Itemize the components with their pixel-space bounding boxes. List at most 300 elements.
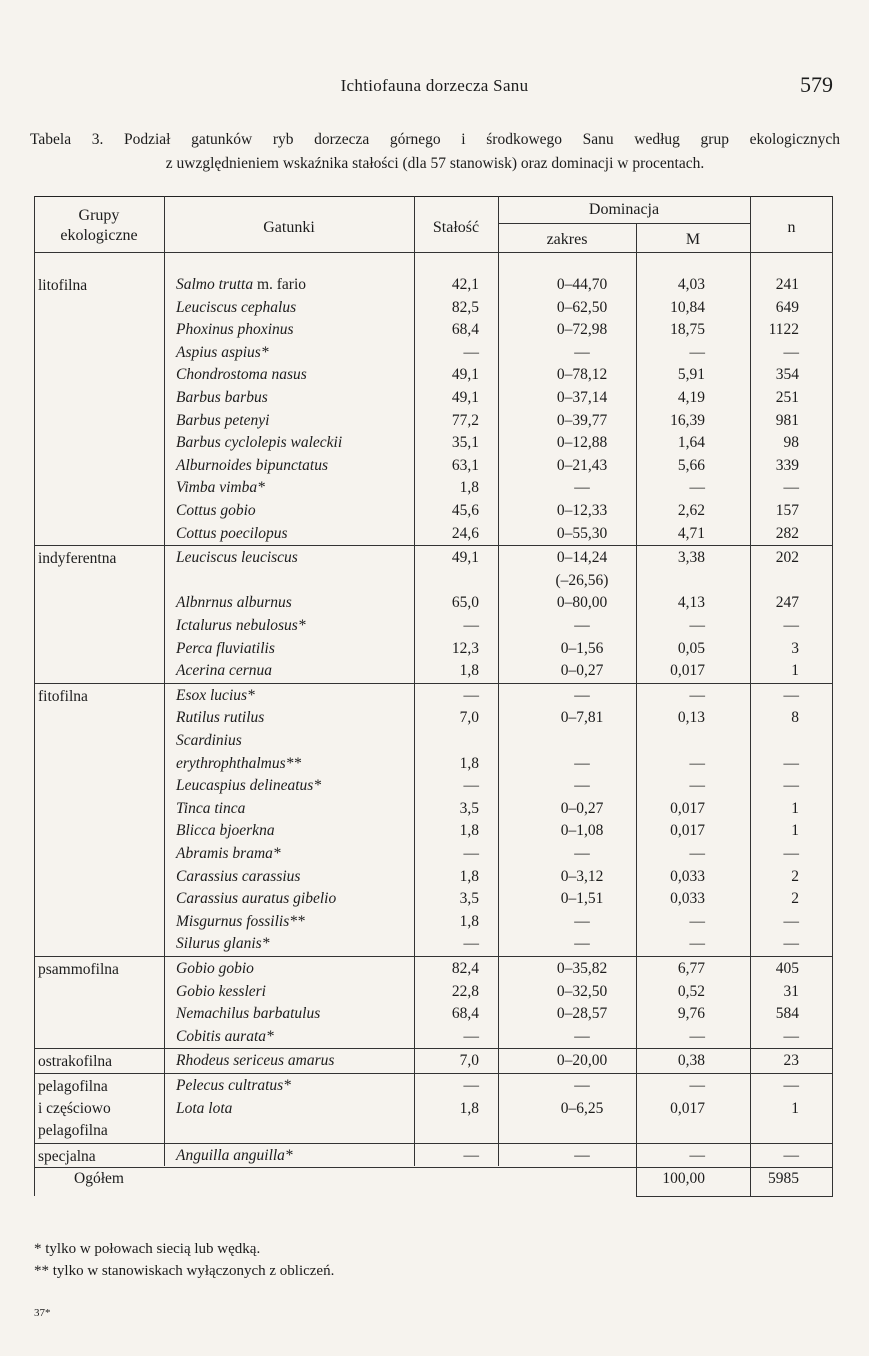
species-name: [176, 344, 269, 362]
n-value: 247: [775, 594, 799, 612]
stalosc-value: 12,3: [451, 639, 479, 657]
m-value: 0,017: [670, 822, 705, 840]
zakres-value: 0–21,43: [556, 456, 608, 474]
n-value: 202: [775, 549, 799, 567]
stalosc-value: 1,8: [459, 1099, 479, 1117]
species-text: Misgurnus fossilis**: [176, 912, 305, 930]
table-row: [34, 412, 833, 435]
species-text: Carassius auratus gibelio: [176, 890, 337, 908]
species-name: [176, 890, 336, 908]
species-text: Esox lucius*: [176, 686, 255, 704]
m-value: 9,76: [677, 1005, 705, 1023]
species-name: [176, 502, 256, 520]
stalosc-value: 68,4: [451, 321, 479, 339]
m-value: —: [689, 1146, 705, 1164]
species-text: Carassius carassius: [176, 867, 301, 885]
table-row: [34, 1100, 833, 1123]
table-row: [34, 800, 833, 823]
species-text: Leucaspius delineatus*: [176, 777, 322, 795]
species-text: Anguilla anguilla*: [176, 1146, 293, 1164]
species-text: Leuciscus cephalus: [176, 298, 297, 316]
m-value: —: [689, 343, 705, 361]
table-row: [34, 890, 833, 913]
species-name: [176, 321, 294, 339]
zakres-value: 0–14,24: [556, 549, 608, 567]
table-row: [34, 960, 833, 983]
species-text: erythrophthalmus**: [176, 754, 302, 772]
m-value: 0,13: [677, 709, 705, 727]
n-value: 2: [791, 867, 799, 885]
zakres-value: —: [574, 935, 590, 953]
species-text: Cottus poecilopus: [176, 524, 288, 542]
table-row: [34, 299, 833, 322]
species-name: [176, 1147, 293, 1165]
header-rule-dominacja: [498, 223, 750, 224]
m-value: 2,62: [677, 502, 705, 519]
n-value: —: [783, 912, 799, 930]
species-name: [176, 457, 328, 475]
stalosc-value: 68,4: [451, 1005, 479, 1023]
zakres-value: (–26,56): [555, 571, 609, 589]
species-text: Barbus cyclolepis waleckii: [176, 434, 343, 452]
header-dominacja: Dominacja: [588, 201, 660, 218]
table-row: [34, 687, 833, 710]
stalosc-value: 1,8: [459, 479, 479, 497]
vline-m: [750, 196, 751, 1196]
table-row: [34, 822, 833, 845]
species-name: [176, 1005, 320, 1023]
table-row: [34, 1028, 833, 1051]
stalosc-value: 1,8: [459, 662, 479, 680]
species-name: [176, 845, 281, 863]
table-row: [34, 366, 833, 389]
vline-total: [636, 1166, 637, 1196]
species-text: Blicca bjoerkna: [176, 822, 275, 840]
stalosc-value: 1,8: [459, 867, 479, 885]
table-row: [34, 777, 833, 800]
zakres-value: —: [574, 1077, 590, 1094]
group-label-line: indyferentna: [38, 550, 117, 568]
stalosc-value: 77,2: [451, 411, 479, 429]
species-name: [176, 1077, 291, 1095]
species-text: Leuciscus leuciscus: [176, 549, 298, 567]
caption-line-1: Tabela 3. Podział gatunków ryb dorzecza górnego i środkowego Sanu według grup ekologicznych: [30, 131, 840, 148]
species-text: Lota lota: [176, 1099, 233, 1117]
n-value: 1122: [768, 321, 799, 339]
group-separator: [34, 1073, 833, 1074]
m-value: 0,033: [670, 890, 705, 908]
zakres-value: 0–55,30: [556, 524, 608, 542]
table-row: [34, 983, 833, 1006]
group-label-line: i częściowo: [38, 1100, 111, 1117]
n-value: —: [783, 1146, 799, 1164]
header-bottom-rule: [34, 252, 833, 253]
m-value: 0,017: [670, 662, 705, 680]
species-name: [176, 479, 265, 497]
n-value: 405: [775, 960, 799, 977]
header-groups-line2: ekologiczne: [60, 227, 138, 244]
table-row: [34, 1147, 833, 1170]
species-text: Ictalurus nebulosus*: [176, 617, 306, 634]
table-row: [34, 1122, 833, 1145]
n-value: 354: [775, 366, 799, 384]
table-row: [34, 572, 833, 595]
page-number: 579: [800, 72, 833, 97]
stalosc-value: 22,8: [451, 982, 479, 1000]
caption-line-2: z uwzględnieniem wskaźnika stałości (dla 57 stanowisk) oraz dominacji w procentach.: [165, 155, 705, 172]
species-name: [176, 1028, 274, 1046]
table-row: [34, 276, 833, 299]
zakres-value: 0–80,00: [556, 594, 608, 612]
vline-left: [34, 196, 35, 1196]
species-text: Vimba vimba*: [176, 479, 265, 497]
zakres-value: 0–1,51: [560, 890, 604, 908]
table-row: [34, 913, 833, 936]
group-label-line: pelagofilna: [38, 1078, 108, 1095]
zakres-value: 0–62,50: [556, 298, 608, 316]
vline-right: [832, 196, 833, 1196]
n-value: —: [783, 1027, 799, 1045]
table-row: [34, 868, 833, 891]
species-text: Chondrostoma nasus: [176, 366, 307, 384]
n-value: 339: [775, 456, 799, 474]
stalosc-value: 82,4: [451, 960, 479, 977]
species-name: [176, 755, 301, 773]
stalosc-value: 1,8: [459, 912, 479, 930]
table-row: [34, 1005, 833, 1028]
zakres-value: 0–32,50: [556, 982, 608, 1000]
total-label: Ogółem: [74, 1170, 124, 1188]
n-value: 23: [783, 1052, 799, 1070]
species-name: [176, 800, 245, 818]
m-value: 0,033: [670, 867, 705, 885]
n-value: 8: [791, 709, 799, 727]
n-value: 98: [783, 434, 799, 452]
zakres-value: 0–37,14: [556, 389, 608, 406]
table-row: [34, 732, 833, 755]
footnote-2: ** tylko w stanowiskach wyłączonych z obliczeń.: [34, 1263, 335, 1279]
species-text: Perca fluviatilis: [176, 639, 275, 657]
stalosc-value: 49,1: [451, 366, 479, 384]
table-row: [34, 640, 833, 663]
m-value: —: [689, 479, 705, 497]
zakres-value: —: [574, 777, 590, 795]
table-header: [34, 196, 833, 270]
species-name: [176, 662, 272, 680]
total-row: [34, 1170, 833, 1193]
stalosc-value: 35,1: [451, 434, 479, 452]
species-text: Acerina cernua: [176, 662, 272, 680]
stalosc-value: 3,5: [459, 799, 479, 817]
species-name: [176, 549, 298, 567]
table-row: [34, 389, 833, 412]
species-text: Cobitis aurata*: [176, 1027, 274, 1045]
table-row: [34, 321, 833, 344]
zakres-value: 0–78,12: [556, 366, 608, 384]
n-value: —: [783, 479, 799, 497]
zakres-value: —: [574, 1027, 590, 1045]
species-name: [176, 525, 288, 543]
stalosc-value: 82,5: [451, 298, 479, 316]
m-value: 6,77: [677, 960, 705, 977]
species-name: [176, 434, 342, 452]
vline-groups: [164, 196, 165, 1166]
species-text: Barbus barbus: [176, 389, 268, 406]
stalosc-value: —: [463, 617, 479, 634]
group-label-line: ostrakofilna: [38, 1053, 113, 1071]
m-value: 5,91: [677, 366, 705, 384]
group-label-line: pelagofilna: [38, 1122, 108, 1139]
stalosc-value: —: [463, 935, 479, 953]
m-value: 4,03: [677, 276, 705, 293]
stalosc-value: 1,8: [459, 822, 479, 840]
stalosc-value: 1,8: [459, 754, 479, 772]
n-value: 981: [775, 411, 799, 429]
species-name: [176, 913, 305, 931]
species-text: Aspius aspius*: [176, 343, 269, 361]
n-value: 282: [775, 524, 799, 542]
group-label-line: fitofilna: [38, 687, 88, 705]
table-row: [34, 617, 833, 640]
species-text: Silurus glanis*: [176, 935, 270, 953]
species-name: [176, 822, 275, 840]
species-name: [176, 594, 292, 612]
species-name: [176, 868, 300, 886]
zakres-value: 0–12,33: [556, 502, 608, 519]
group-separator: [34, 956, 833, 957]
species-text: Tinca tinca: [176, 799, 246, 817]
species-name: [176, 960, 254, 978]
m-value: —: [689, 935, 705, 953]
table-row: [34, 434, 833, 457]
zakres-value: 0–28,57: [556, 1005, 608, 1023]
zakres-value: 0–1,08: [560, 822, 604, 840]
species-name: [176, 732, 242, 750]
m-value: —: [689, 754, 705, 772]
stalosc-value: 7,0: [459, 1052, 479, 1070]
group-label-line: psammofilna: [38, 961, 119, 978]
species-name: [176, 687, 255, 705]
table-row: [34, 525, 833, 548]
zakres-value: 0–20,00: [556, 1052, 608, 1070]
m-value: —: [689, 1027, 705, 1045]
zakres-value: —: [574, 845, 590, 862]
m-value: 0,05: [677, 639, 705, 657]
n-value: —: [783, 845, 799, 862]
species-name: [176, 1052, 334, 1070]
table-row: [34, 549, 833, 572]
n-value: 251: [775, 389, 799, 406]
header-groups: [34, 206, 164, 246]
n-value: 649: [775, 298, 799, 316]
m-value: —: [689, 845, 705, 862]
stalosc-value: 49,1: [451, 389, 479, 406]
n-value: 1: [791, 822, 799, 840]
stalosc-value: 24,6: [451, 524, 479, 542]
species-name: [176, 983, 266, 1001]
m-value: —: [689, 777, 705, 795]
species-name: [176, 709, 264, 727]
zakres-value: 0–0,27: [560, 799, 604, 817]
zakres-value: 0–6,25: [560, 1099, 604, 1117]
total-bottom-rule: [636, 1196, 833, 1197]
footnotes: [34, 1238, 334, 1282]
m-value: 0,017: [670, 1099, 705, 1117]
species-suffix: m. fario: [253, 276, 307, 293]
species-text: Rutilus rutilus: [176, 709, 265, 727]
zakres-value: 0–39,77: [556, 411, 608, 429]
n-value: —: [783, 617, 799, 634]
stalosc-value: 49,1: [451, 549, 479, 567]
vline-zakres: [636, 224, 637, 1166]
species-text: Nemachilus barbatulus: [176, 1005, 321, 1023]
m-value: 5,66: [677, 456, 705, 474]
n-value: 2: [791, 890, 799, 908]
group-separator: [34, 683, 833, 684]
total-m-value: 100,00: [662, 1170, 705, 1188]
species-name: [176, 617, 306, 635]
zakres-value: —: [574, 754, 590, 772]
m-value: 3,38: [677, 549, 705, 567]
stalosc-value: —: [463, 1146, 479, 1164]
table-row: [34, 502, 833, 525]
zakres-value: —: [574, 912, 590, 930]
m-value: —: [689, 617, 705, 634]
table-row: [34, 662, 833, 685]
table-row: [34, 457, 833, 480]
group-separator: [34, 1143, 833, 1144]
group-separator: [34, 1048, 833, 1049]
zakres-value: 0–3,12: [560, 867, 604, 885]
species-text: Phoxinus phoxinus: [176, 321, 294, 339]
stalosc-value: 42,1: [451, 276, 479, 293]
footnote-1: * tylko w połowach siecią lub wędką.: [34, 1241, 261, 1257]
m-value: 4,19: [677, 389, 705, 406]
group-separator: [34, 545, 833, 546]
table-row: [34, 935, 833, 958]
table-row: [34, 594, 833, 617]
zakres-value: 0–35,82: [556, 960, 608, 977]
group-label-line: litofilna: [38, 277, 88, 294]
m-value: 10,84: [670, 298, 705, 316]
species-text: Gobio kessleri: [176, 982, 266, 1000]
stalosc-value: 3,5: [459, 890, 479, 908]
n-value: 1: [791, 662, 799, 680]
zakres-value: —: [574, 479, 590, 497]
species-text: Gobio gobio: [176, 960, 254, 977]
species-name: [176, 777, 321, 795]
m-value: 0,017: [670, 799, 705, 817]
n-value: —: [783, 935, 799, 953]
species-text: Alburnoides bipunctatus: [176, 456, 328, 474]
species-name: [176, 412, 269, 430]
species-text: Salmo trutta: [176, 276, 254, 293]
m-value: 16,39: [670, 411, 705, 429]
stalosc-value: 63,1: [451, 456, 479, 474]
species-name: [176, 299, 296, 317]
zakres-value: —: [574, 1146, 590, 1164]
m-value: 1,64: [677, 434, 705, 452]
zakres-value: —: [574, 343, 590, 361]
table-row: [34, 755, 833, 778]
n-value: 3: [791, 639, 799, 657]
m-value: —: [689, 912, 705, 930]
m-value: 18,75: [670, 321, 705, 339]
species-name: [176, 366, 307, 384]
stalosc-value: —: [463, 343, 479, 361]
n-value: —: [783, 754, 799, 772]
zakres-value: 0–12,88: [556, 434, 608, 452]
m-value: —: [689, 686, 705, 704]
stalosc-value: —: [463, 845, 479, 862]
group-label-line: specjalna: [38, 1147, 96, 1165]
n-value: 31: [783, 982, 799, 1000]
stalosc-value: 65,0: [451, 594, 479, 612]
table-row: [34, 1052, 833, 1075]
total-n-value: 5985: [768, 1170, 799, 1188]
n-value: 241: [775, 276, 799, 293]
species-text: Rhodeus sericeus amarus: [176, 1052, 335, 1070]
stalosc-value: —: [463, 686, 479, 704]
zakres-value: —: [574, 686, 590, 704]
table-row: [34, 1077, 833, 1100]
n-value: 157: [775, 502, 799, 519]
signature-mark: 37*: [34, 1307, 51, 1319]
vline-species: [414, 196, 415, 1166]
m-value: 4,71: [677, 524, 705, 542]
n-value: —: [783, 343, 799, 361]
zakres-value: 0–72,98: [556, 321, 608, 339]
table-caption: [30, 128, 840, 176]
species-text: Albnrnus alburnus: [176, 594, 292, 612]
m-value: 0,38: [677, 1052, 705, 1070]
species-text: Pelecus cultratus*: [176, 1077, 291, 1094]
table-row: [34, 479, 833, 502]
n-value: —: [783, 686, 799, 704]
species-name: [176, 1100, 232, 1118]
m-value: —: [689, 1077, 705, 1094]
n-value: 1: [791, 799, 799, 817]
header-species: Gatunki: [263, 219, 315, 236]
species-name: [176, 935, 269, 953]
n-value: —: [783, 777, 799, 795]
zakres-value: 0–44,70: [556, 276, 608, 293]
vline-stalosc: [498, 196, 499, 1166]
running-head: [0, 72, 869, 102]
header-zakres: zakres: [546, 231, 588, 248]
header-m: M: [685, 231, 701, 248]
header-stalosc: Stałość: [432, 219, 480, 236]
zakres-value: 0–1,56: [560, 639, 604, 657]
stalosc-value: 7,0: [459, 709, 479, 727]
stalosc-value: —: [463, 1077, 479, 1094]
zakres-value: 0–7,81: [560, 709, 604, 727]
table-row: [34, 709, 833, 732]
species-text: Scardinius: [176, 732, 242, 749]
header-groups-line1: Grupy: [78, 207, 120, 224]
species-text: Cottus gobio: [176, 502, 256, 519]
species-name: [176, 276, 306, 294]
species-text: Abramis brama*: [176, 845, 281, 862]
species-name: [176, 389, 268, 407]
running-title: Ichtiofauna dorzecza Sanu: [340, 76, 529, 95]
stalosc-value: 45,6: [451, 502, 479, 519]
species-name: [176, 640, 275, 658]
zakres-value: 0–0,27: [560, 662, 604, 680]
species-text: Barbus petenyi: [176, 411, 270, 429]
stalosc-value: —: [463, 777, 479, 795]
n-value: 584: [775, 1005, 799, 1023]
